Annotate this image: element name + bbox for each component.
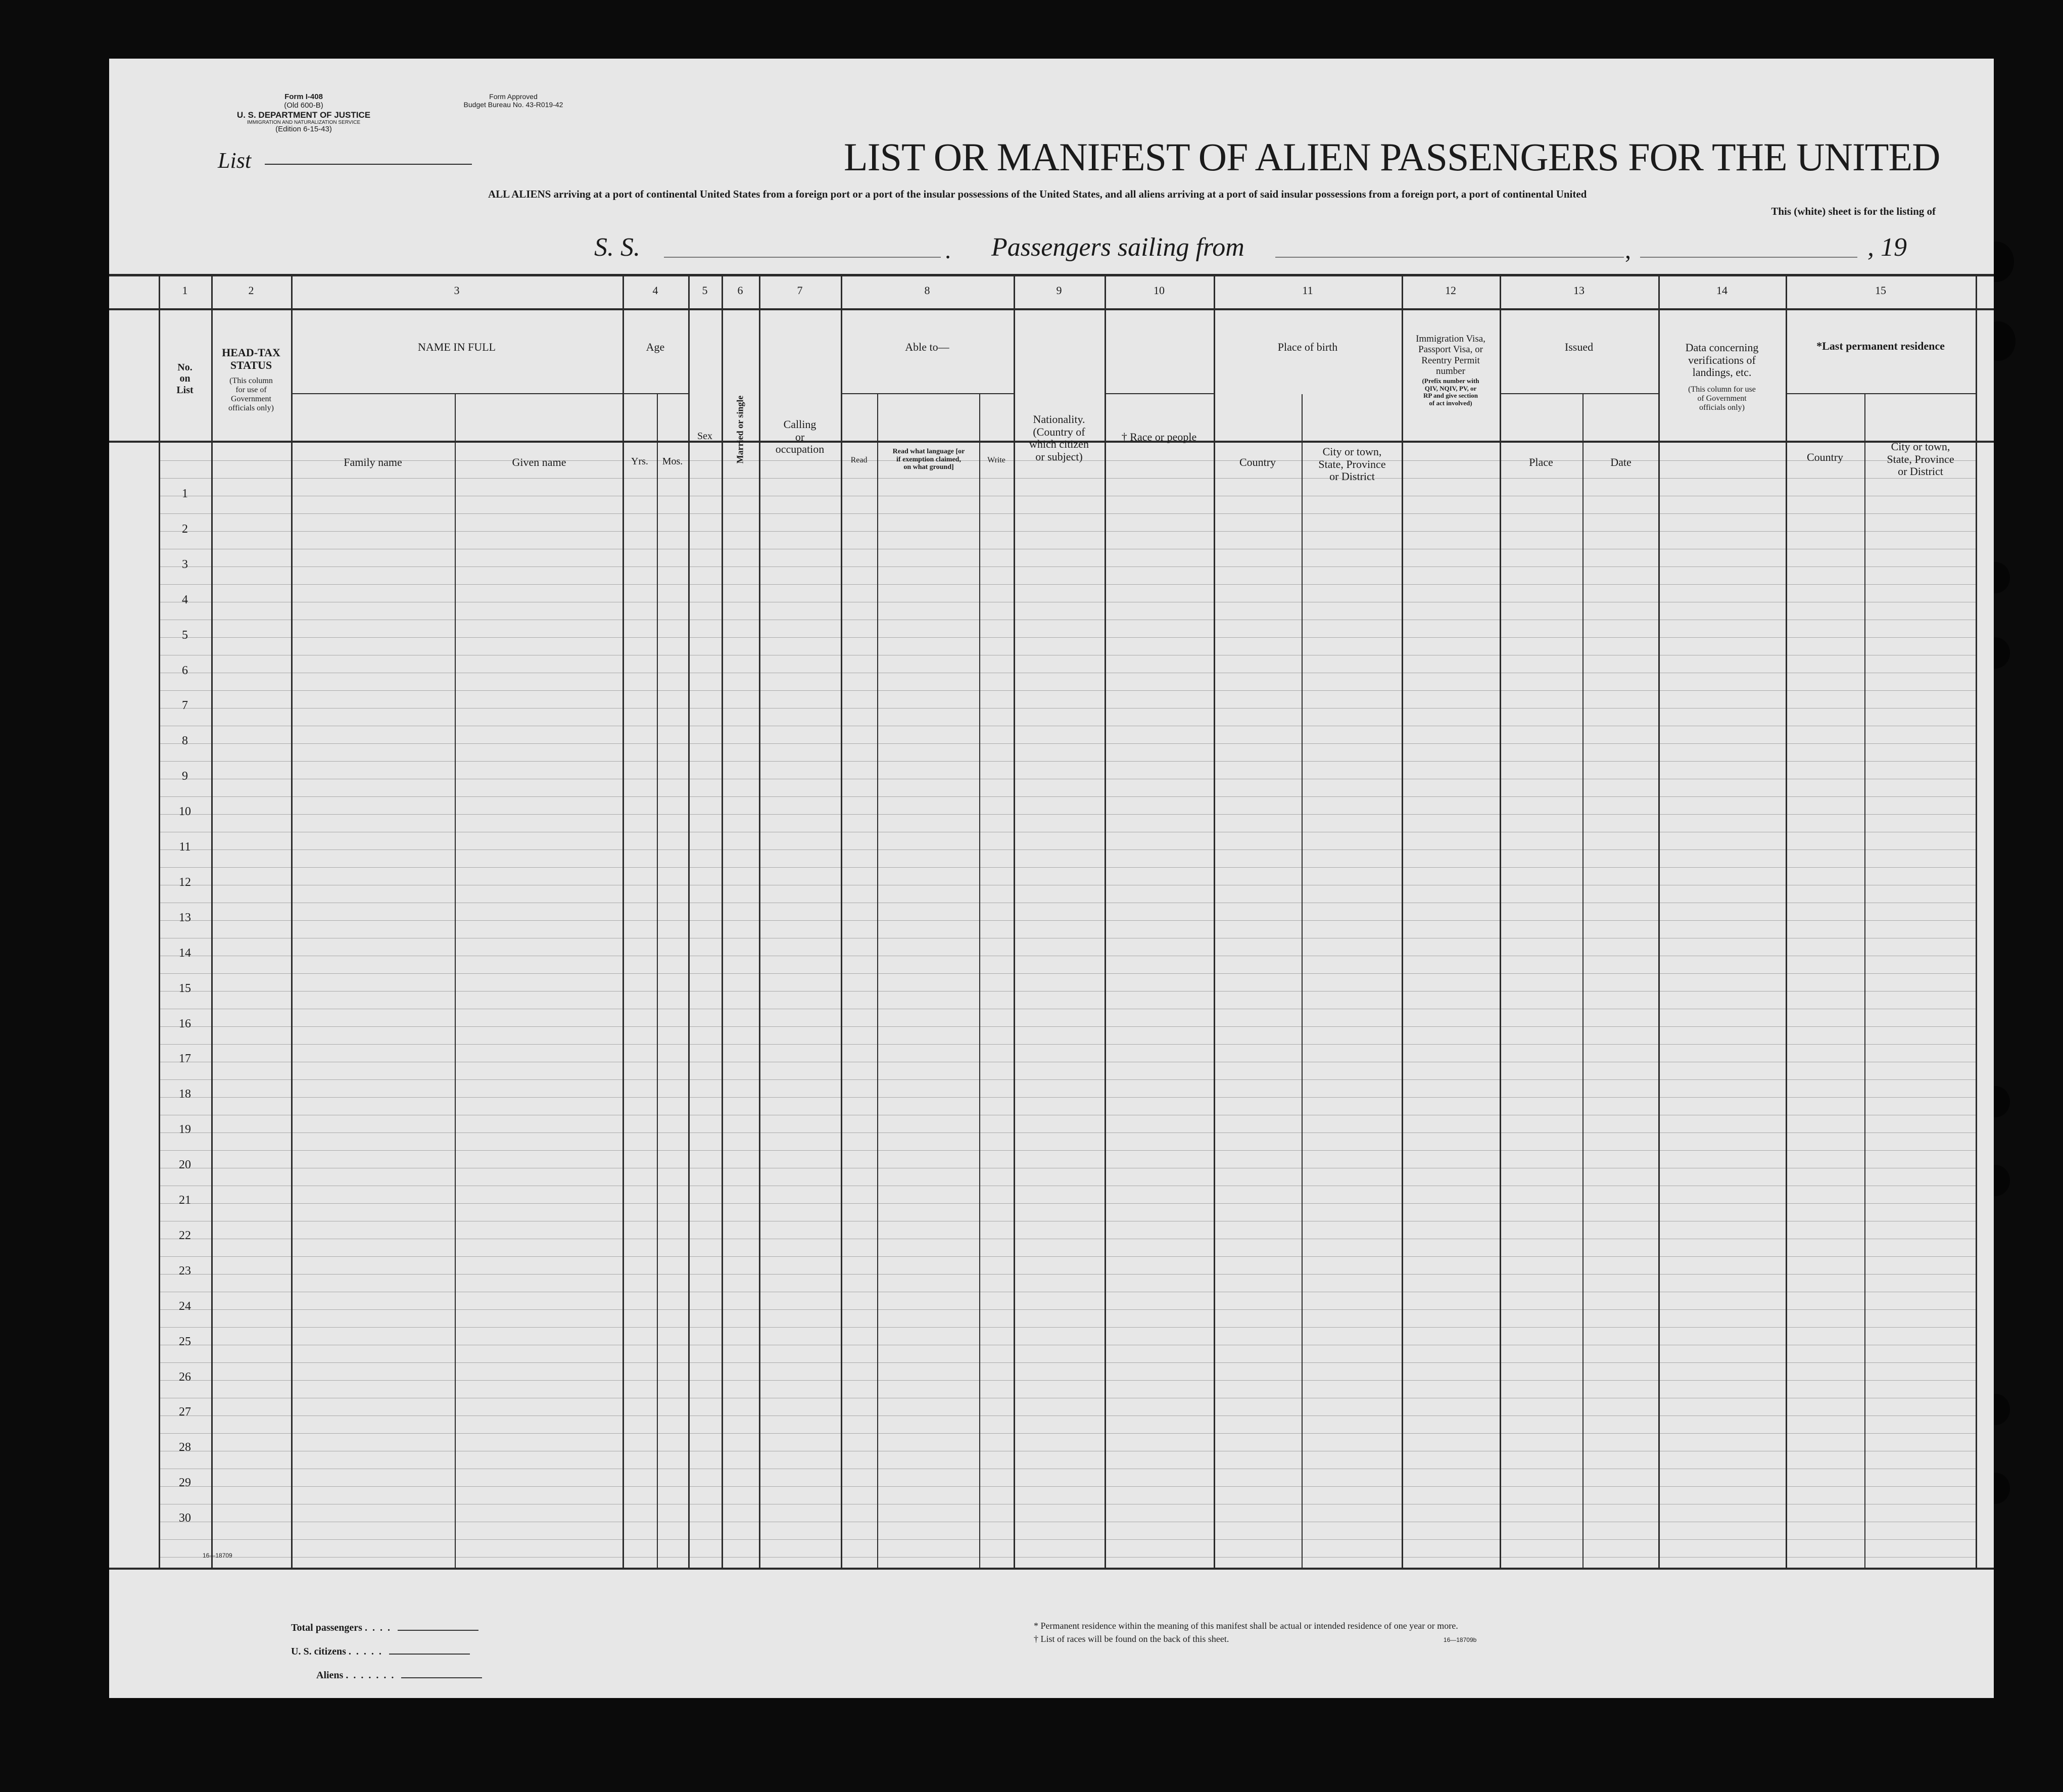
list-label: List	[218, 148, 252, 173]
col-rule	[688, 276, 690, 1570]
footnote-races: † List of races will be found on the back of this sheet. 16—18709b	[1034, 1634, 1477, 1644]
row-number: 10	[179, 805, 191, 818]
header-sex: Sex	[697, 431, 712, 442]
colnum-10: 10	[1154, 284, 1165, 297]
budget-number: Budget Bureau No. 43-R019-42	[463, 100, 563, 109]
row-number: 29	[179, 1476, 191, 1489]
header-last-residence: *Last permanent residence	[1816, 340, 1945, 352]
row-number: 27	[179, 1405, 191, 1419]
age-sub-rule	[622, 393, 689, 394]
col-rule	[1658, 276, 1660, 1570]
comma-mark: ,	[1625, 237, 1631, 264]
row-number: 12	[179, 876, 191, 889]
manifest-title: LIST OR MANIFEST OF ALIEN PASSENGERS FOR THE UNITED	[844, 135, 1940, 179]
colnum-1: 1	[182, 284, 188, 297]
row-number: 30	[179, 1512, 191, 1525]
printer-code-left: 16—18709	[203, 1552, 232, 1559]
header-married-or-single: Married or single	[735, 395, 745, 464]
birth-sub-rule	[1105, 393, 1215, 394]
colnum-8: 8	[924, 284, 930, 297]
col-rule	[1402, 276, 1403, 1570]
service-name: IMMIGRATION AND NATURALIZATION SERVICE	[247, 119, 361, 125]
header-age: Age	[646, 341, 665, 353]
row-number: 19	[179, 1123, 191, 1136]
row-number: 13	[179, 911, 191, 924]
header-issued: Issued	[1564, 341, 1594, 353]
col-rule	[722, 276, 723, 1570]
col-rule	[1976, 276, 1977, 1570]
ruled-line	[159, 867, 1976, 868]
table-top-rule	[109, 274, 1994, 276]
ruled-line	[159, 584, 1976, 585]
row-number: 18	[179, 1088, 191, 1101]
header-place-of-birth: Place of birth	[1277, 341, 1338, 353]
instructions-line-2: This (white) sheet is for the listing of	[1771, 205, 1936, 217]
col-rule	[1014, 276, 1015, 1570]
row-number: 25	[179, 1335, 191, 1348]
colnum-9: 9	[1056, 284, 1062, 297]
colnum-4: 4	[652, 284, 658, 297]
form-edition: (Edition 6-15-43)	[275, 124, 332, 133]
list-blank[interactable]	[265, 164, 472, 165]
col-rule	[291, 276, 293, 1570]
col-rule	[979, 394, 980, 1570]
row-number: 8	[182, 734, 188, 747]
colnum-6: 6	[737, 284, 743, 297]
colnum-5: 5	[702, 284, 708, 297]
col-rule	[1214, 276, 1215, 1570]
header-name-in-full: NAME IN FULL	[418, 341, 496, 353]
row-number: 20	[179, 1158, 191, 1171]
total-passengers-row: Total passengers ....	[291, 1616, 482, 1640]
ruled-line	[159, 690, 1976, 691]
ruled-line	[159, 743, 1976, 744]
col-rule	[1302, 394, 1303, 1570]
ruled-line	[159, 1256, 1976, 1257]
row-number: 4	[182, 593, 188, 606]
row-number: 1	[182, 487, 188, 500]
ruled-line	[159, 1079, 1976, 1080]
ruled-line	[159, 1026, 1976, 1027]
aliens-blank[interactable]	[401, 1677, 482, 1678]
ruled-line	[159, 1203, 1976, 1204]
ruled-line	[159, 478, 1976, 479]
col-rule	[759, 276, 760, 1570]
header-visa: Immigration Visa, Passport Visa, or Reentry Permit number (Prefix number with QIV, NQIV, PV, or RP and give section of act involved)	[1402, 334, 1500, 407]
sailing-from-label: Passengers sailing from	[991, 233, 1244, 262]
colnum-12: 12	[1445, 284, 1456, 297]
header-read: Read	[850, 456, 868, 464]
table-bottom-rule	[109, 1568, 1994, 1570]
ruled-line	[159, 1044, 1976, 1045]
col-rule	[1864, 394, 1865, 1570]
ruled-line	[159, 1327, 1976, 1328]
total-passengers-label: Total passengers	[291, 1622, 362, 1633]
header-res-city: City or town, State, Province or District	[1887, 440, 1954, 478]
ruled-line	[159, 991, 1976, 992]
col-rule	[1582, 394, 1584, 1570]
row-number: 11	[179, 840, 191, 854]
header-data-concerning: Data concerning verifications of landings, etc. (This column for use of Government officials only)	[1658, 342, 1786, 412]
row-number: 3	[182, 558, 188, 571]
header-nationality: Nationality. (Country of which citizen or subject)	[1029, 413, 1089, 463]
colnum-13: 13	[1573, 284, 1585, 297]
footnote-code: 16—18709b	[1443, 1636, 1477, 1643]
colnum-3: 3	[454, 284, 460, 297]
row-number: 21	[179, 1194, 191, 1207]
form-approved: Form Approved	[489, 92, 538, 101]
row-number: 6	[182, 664, 188, 677]
row-number: 2	[182, 523, 188, 536]
head-tax-note: (This column for use of Government officials only)	[228, 376, 274, 412]
ruled-line	[159, 796, 1976, 797]
number-row-rule	[109, 308, 1994, 310]
total-passengers-blank[interactable]	[398, 1630, 478, 1631]
footnotes	[1034, 1619, 1476, 1646]
year-prefix-value: 19	[1881, 233, 1907, 262]
date-blank[interactable]	[1640, 257, 1857, 258]
name-sub-rule	[291, 393, 623, 394]
col-rule	[1105, 276, 1106, 1570]
year-prefix: , 19	[1867, 233, 1907, 262]
header-birth-city: City or town, State, Province or District	[1318, 445, 1386, 483]
ruled-line	[159, 1274, 1976, 1275]
col-rule	[841, 276, 842, 1570]
ruled-line	[159, 973, 1976, 974]
ss-label: S. S.	[594, 233, 640, 262]
header-birth-country: Country	[1239, 456, 1276, 468]
row-number: 7	[182, 699, 188, 712]
ruled-line	[159, 1486, 1976, 1487]
ruled-line	[159, 1150, 1976, 1151]
header-issued-place: Place	[1529, 456, 1553, 468]
department-name: U. S. DEPARTMENT OF JUSTICE	[236, 110, 371, 120]
visa-note: (Prefix number with QIV, NQIV, PV, or RP and give section of act involved)	[1422, 377, 1479, 407]
aliens-label: Aliens	[316, 1670, 344, 1681]
form-number: Form I-408	[284, 92, 323, 101]
row-number: 5	[182, 629, 188, 642]
row-number: 17	[179, 1052, 191, 1065]
col-rule	[622, 276, 624, 1570]
colnum-7: 7	[797, 284, 803, 297]
colnum-11: 11	[1302, 284, 1313, 297]
row-number: 28	[179, 1441, 191, 1454]
header-read-language: Read what language [or if exemption claimed, on what ground]	[892, 448, 965, 471]
ruled-line	[159, 1433, 1976, 1434]
header-issued-date: Date	[1610, 456, 1632, 468]
manifest-sheet	[109, 59, 1994, 1698]
us-citizens-row: U. S. citizens .....	[291, 1640, 482, 1664]
row-number: 24	[179, 1300, 191, 1313]
ruled-line	[159, 1380, 1976, 1381]
row-number: 14	[179, 947, 191, 960]
header-race: † Race or people	[1121, 431, 1197, 443]
ruled-line	[159, 1557, 1976, 1558]
header-no-on-list: No. on List	[176, 362, 194, 396]
header-mos: Mos.	[662, 456, 683, 467]
approval-block	[433, 93, 594, 109]
port-blank[interactable]	[1275, 257, 1624, 258]
ruled-line	[159, 1362, 1976, 1363]
ruled-line	[159, 637, 1976, 638]
col-rule	[1786, 276, 1787, 1570]
header-family-name-label: Family name	[344, 456, 402, 468]
row-number: 9	[182, 770, 188, 783]
ruled-line	[159, 1097, 1976, 1098]
header-yrs: Yrs.	[631, 456, 648, 467]
footnote-permanent: * Permanent residence within the meaning of this manifest shall be actual or intended residence of one year or more.	[1034, 1621, 1458, 1631]
row-number: 26	[179, 1371, 191, 1384]
ruled-line	[159, 814, 1976, 815]
header-write: Write	[987, 456, 1005, 464]
ruled-line	[159, 708, 1976, 709]
row-number: 23	[179, 1264, 191, 1278]
row-number: 16	[179, 1017, 191, 1030]
ship-name-blank[interactable]	[664, 257, 941, 258]
ruled-line	[159, 531, 1976, 532]
ruled-line	[159, 1309, 1976, 1310]
able-sub-rule	[841, 393, 1015, 394]
form-id-block	[198, 93, 410, 134]
header-able-to: Able to—	[905, 341, 949, 353]
colnum-15: 15	[1875, 284, 1886, 297]
us-citizens-blank[interactable]	[389, 1654, 470, 1655]
col-rule	[1500, 276, 1501, 1570]
ruled-line	[159, 920, 1976, 921]
col-rule	[657, 394, 658, 1570]
header-head-tax: HEAD-TAX STATUS (This column for use of Government officials only)	[211, 347, 291, 413]
row-number: 22	[179, 1229, 191, 1242]
ruled-line	[159, 513, 1976, 514]
period-mark: .	[945, 237, 951, 264]
issued-sub-rule	[1500, 393, 1659, 394]
us-citizens-label: U. S. citizens	[291, 1646, 346, 1657]
ruled-line	[159, 761, 1976, 762]
colnum-2: 2	[248, 284, 254, 297]
row-number: 15	[179, 982, 191, 995]
ruled-line	[159, 1539, 1976, 1540]
col-rule	[211, 276, 213, 1570]
instructions-line-1: ALL ALIENS arriving at a port of continental United States from a foreign port or a port of the insular possessions of the United States, and all aliens arriving at a port of said insular possessions from a foreign port, a port of continental United	[488, 188, 1587, 200]
header-calling: Calling or occupation	[775, 418, 825, 456]
col-rule	[455, 394, 456, 1570]
header-res-country: Country	[1806, 451, 1844, 463]
residence-sub-rule	[1786, 393, 1977, 394]
data-note: (This column for use of Government officials only)	[1688, 385, 1756, 412]
aliens-row: Aliens .......	[291, 1664, 482, 1687]
header-given-name: Given name	[512, 456, 566, 468]
totals-block	[291, 1616, 482, 1687]
form-old-number: (Old 600-B)	[284, 101, 323, 110]
colnum-14: 14	[1716, 284, 1728, 297]
col-rule	[877, 394, 878, 1570]
